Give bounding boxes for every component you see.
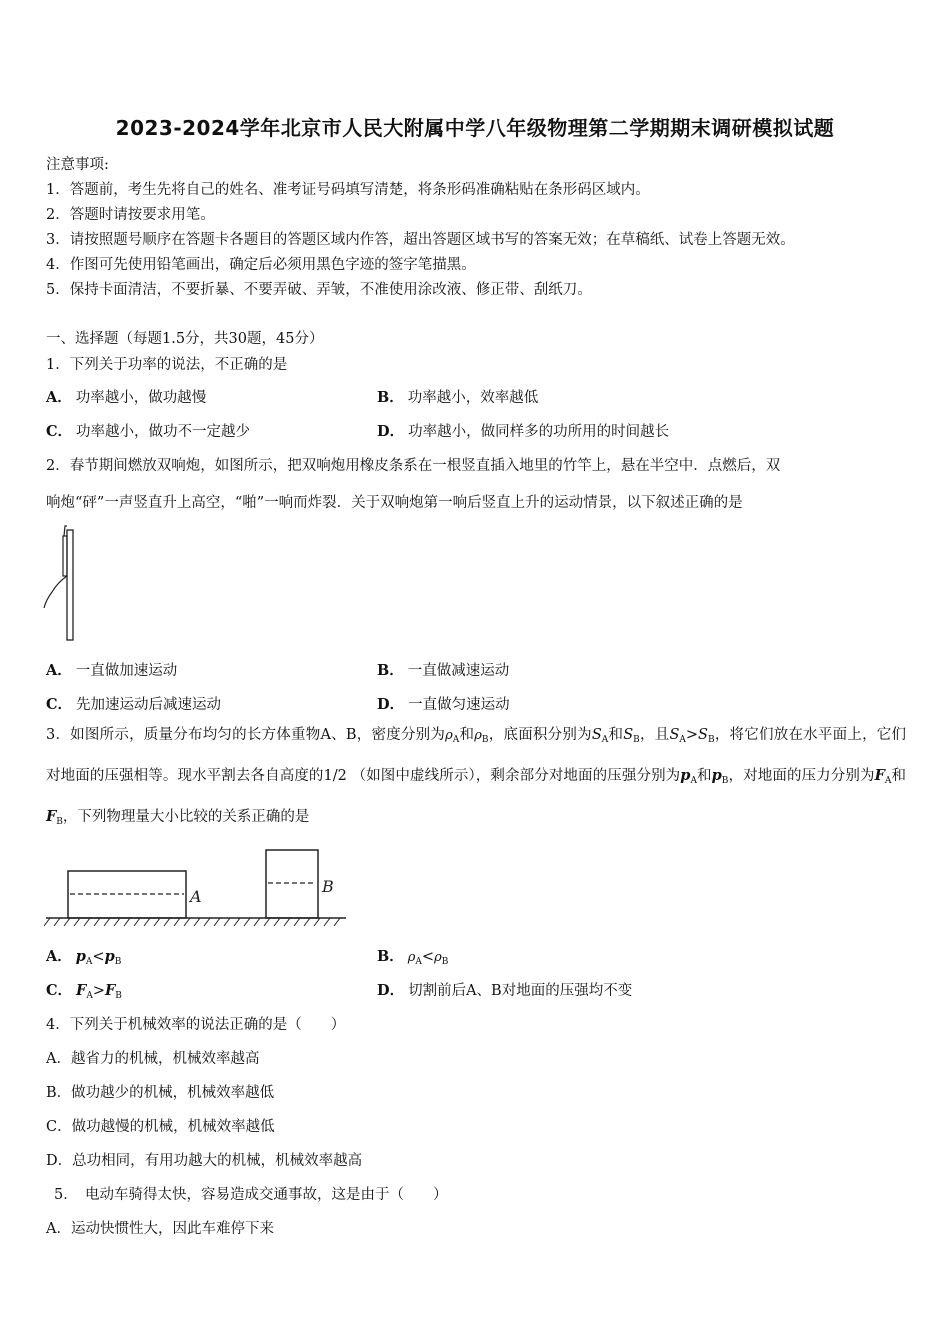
notice-item: 3．请按照题号顺序在答题卡各题目的答题区域内作答，超出答题区域书写的答案无效；在草稿纸、试卷上答题无效。 (46, 232, 795, 248)
q4-option-d: D．总功相同，有用功越大的机械，机械效率越高 (46, 1153, 363, 1169)
notice-item: 2．答题时请按要求用笔。 (46, 207, 215, 223)
question-3-stem: 3．如图所示，质量分布均匀的长方体重物A、B，密度分别为$\rho_A$和$\rho_B$，底面积分别为$S_A$和$S_B$，且$S_A>S_B$，将它们放在水平面上，它们对地面的压强相等。现水平割去各自高度的1/2 （如图中虚线所示），剩余部分对地面的压强分别为$p_A$和$p_B$，对地面的压力分别为$F_A$和$F_B$，下列物理量大小比较的关系正确的是 (46, 727, 907, 827)
question-4-stem: 4．下列关于机械效率的说法正确的是（ ） (46, 1017, 346, 1033)
q5-option-a: A．运动快惯性大，因此车难停下来 (46, 1221, 274, 1237)
q3-option-c: C． $F_A>F_B$ (46, 982, 122, 1001)
q2-option-b: B． 一直做减速运动 (377, 662, 510, 679)
figure-label-a: A (190, 887, 202, 906)
question-5-stem: 5． 电动车骑得太快，容易造成交通事故，这是由于（ ） (54, 1187, 448, 1203)
figure-label-b: B (322, 877, 334, 896)
q1-option-a: A． 功率越小，做功越慢 (46, 389, 207, 406)
question-1-stem: 1．下列关于功率的说法，不正确的是 (46, 357, 288, 373)
q4-option-b: B．做功越少的机械，机械效率越低 (46, 1085, 275, 1101)
q1-option-d: D． 功率越小，做同样多的功所用的时间越长 (377, 423, 670, 440)
q1-option-c: C． 功率越小，做功不一定越少 (46, 423, 251, 440)
q2-option-a: A． 一直做加速运动 (46, 662, 178, 679)
blocks-a-b-figure (44, 846, 354, 930)
notice-heading: 注意事项: (46, 157, 109, 173)
question-2-stem-line1: 2．春节期间燃放双响炮，如图所示，把双响炮用橡皮条系在一根竖直插入地里的竹竿上，悬在半空中．点燃后，双 (46, 458, 781, 474)
notice-item: 4．作图可先使用铅笔画出，确定后必须用黑色字迹的签字笔描黑。 (46, 257, 476, 273)
notice-item: 1．答题前，考生先将自己的姓名、准考证号码填写清楚，将条形码准确粘贴在条形码区域内。 (46, 182, 650, 198)
question-2-stem-line2: 响炮“砰”一声竖直升上高空，“啪”一响而炸裂．关于双响炮第一响后竖直上升的运动情景，以下叙述正确的是 (46, 495, 743, 511)
q3-option-b: B． $\rho_A<\rho_B$ (377, 948, 449, 967)
page-title: 2023-2024学年北京市人民大附属中学八年级物理第二学期期末调研模拟试题 (115, 116, 835, 140)
firecracker-pole-figure (40, 522, 80, 644)
q4-option-a: A．越省力的机械，机械效率越高 (46, 1051, 260, 1067)
notice-item: 5．保持卡面清洁，不要折暴、不要弄破、弄皱，不准使用涂改液、修正带、刮纸刀。 (46, 282, 592, 298)
q3-option-a: A． $p_A<p_B$ (46, 948, 122, 967)
q2-option-d: D． 一直做匀速运动 (377, 696, 510, 713)
q1-option-b: B． 功率越小，效率越低 (377, 389, 539, 406)
q4-option-c: C．做功越慢的机械，机械效率越低 (46, 1119, 275, 1135)
q3-option-d: D． 切割前后A、B对地面的压强均不变 (377, 982, 633, 999)
section-heading: 一、选择题（每题1.5分，共30题，45分） (46, 331, 324, 347)
q2-option-c: C． 先加速运动后减速运动 (46, 696, 222, 713)
